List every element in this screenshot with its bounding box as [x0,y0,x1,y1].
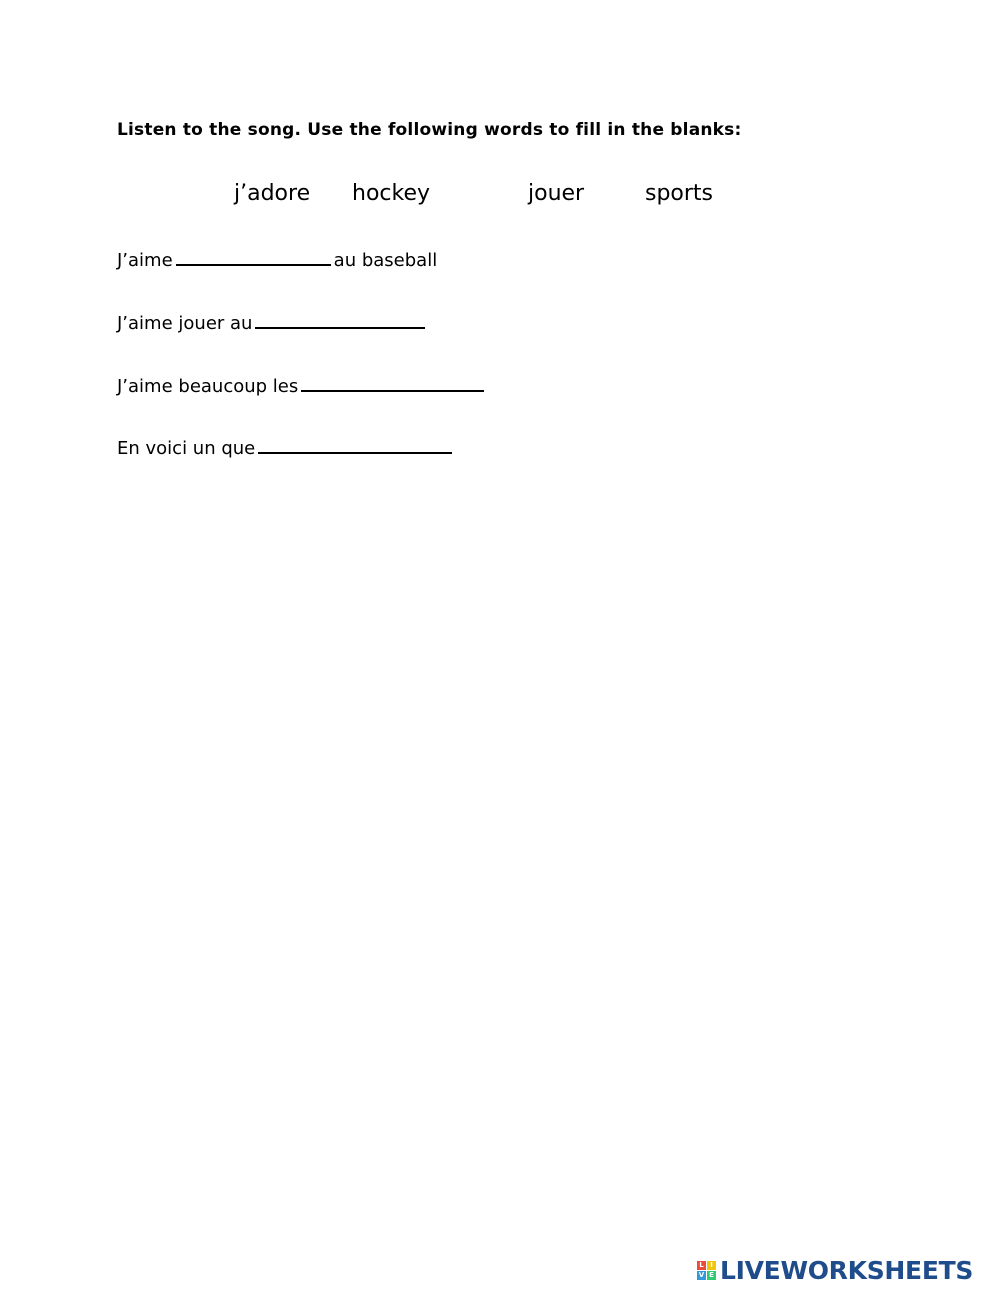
word-bank-item-jouer: jouer [528,181,585,206]
sentence-1-before: J’aime [117,250,173,271]
word-bank-item-jadore: j’adore [234,181,311,206]
sentence-1 [117,248,437,271]
logo-mark-i: I [707,1261,716,1270]
blank-4[interactable] [258,436,452,454]
word-bank-item-hockey: hockey [352,181,431,206]
liveworksheets-logo [697,1256,973,1284]
sentence-4-before: En voici un que [117,438,256,459]
logo-mark-v: V [698,1270,705,1279]
instructions-text: Listen to the song. Use the following words to fill in the blanks: [117,120,742,140]
sentence-1-after: au baseball [333,250,438,271]
word-bank-item-sports: sports [645,181,714,206]
sentence-2 [117,311,428,334]
sentence-3 [117,374,487,397]
blank-1[interactable] [176,248,331,266]
liveworksheets-logo-icon [697,1261,716,1280]
blank-2[interactable] [255,311,425,329]
sentence-4 [117,436,455,459]
sentence-3-before: J’aime beaucoup les [117,376,299,397]
logo-mark-l: L [697,1261,706,1270]
sentence-2-before: J’aime jouer au [117,313,253,334]
liveworksheets-logo-text: LIVEWORKSHEETS [720,1255,974,1285]
logo-mark-e: E [707,1271,716,1280]
blank-3[interactable] [301,374,484,392]
